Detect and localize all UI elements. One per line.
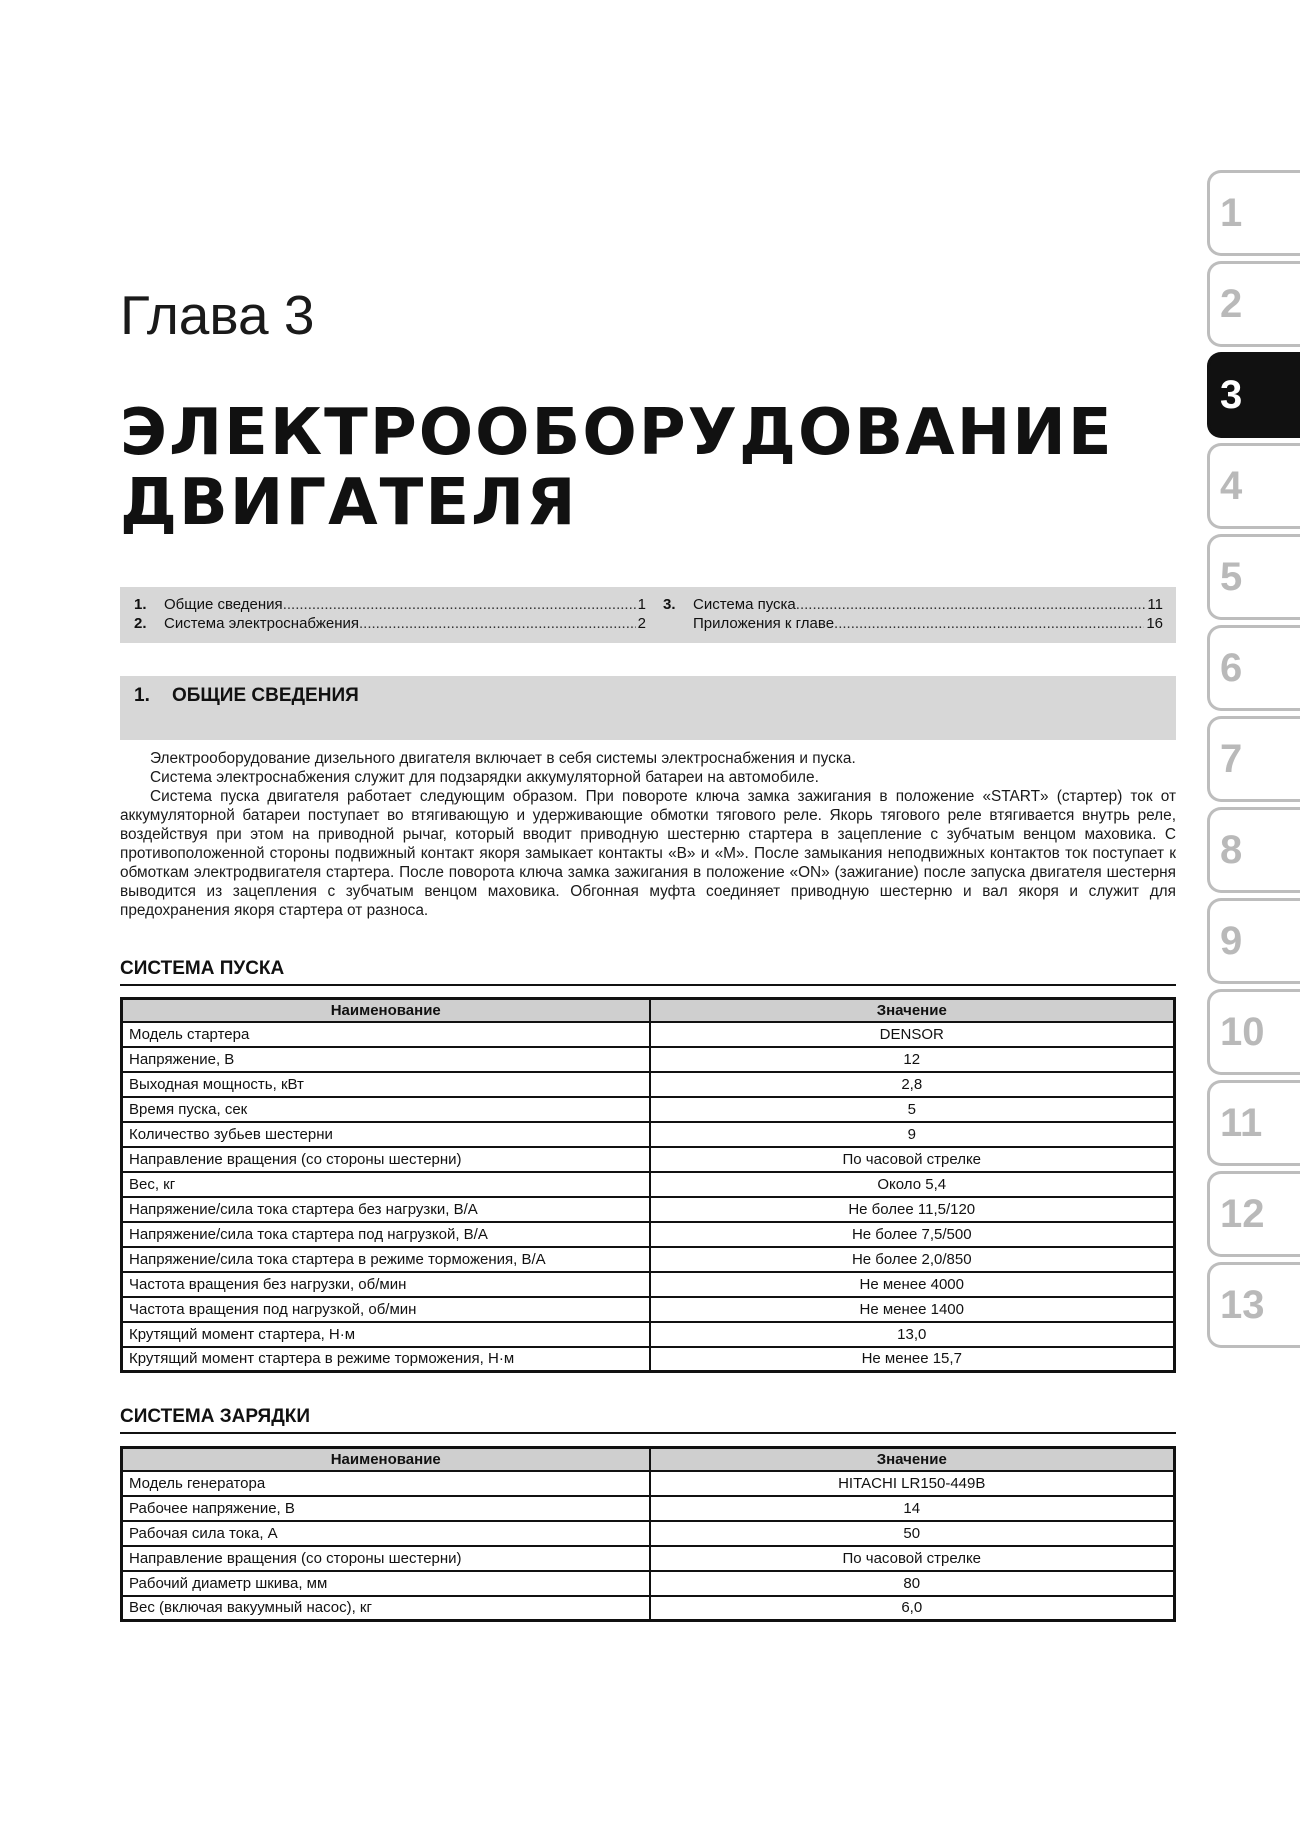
table-header-row — [122, 999, 1175, 1022]
parameter-name: Напряжение/сила тока стартера без нагрузки, В/А — [122, 1197, 650, 1222]
charging-spec-table — [120, 1446, 1176, 1622]
toc-item-page: 16 — [1146, 615, 1163, 632]
parameter-name: Направление вращения (со стороны шестерни) — [122, 1147, 650, 1172]
chapter-tab-1[interactable]: 1 — [1207, 170, 1300, 256]
parameter-value: 6,0 — [650, 1596, 1175, 1621]
parameter-value: Не более 11,5/120 — [650, 1197, 1175, 1222]
table-row — [122, 1022, 1175, 1047]
toc-item-number: 3. — [663, 596, 676, 613]
toc-column-right — [663, 596, 1163, 634]
table-row — [122, 1097, 1175, 1122]
chapter-label: Глава 3 — [120, 284, 315, 346]
table-row — [122, 1571, 1175, 1596]
table-row — [122, 1496, 1175, 1521]
parameter-value: 5 — [650, 1097, 1175, 1122]
section-heading — [120, 676, 1176, 740]
parameter-value: Не менее 4000 — [650, 1272, 1175, 1297]
parameter-value: 2,8 — [650, 1072, 1175, 1097]
parameter-name: Крутящий момент стартера в режиме торможения, Н·м — [122, 1347, 650, 1372]
toc-item-title: Общие сведения — [164, 596, 283, 613]
heading-divider — [120, 1432, 1176, 1434]
table-of-contents — [120, 587, 1176, 643]
column-header-name: Наименование — [122, 1448, 650, 1471]
parameter-name: Вес (включая вакуумный насос), кг — [122, 1596, 650, 1621]
parameter-name: Рабочее напряжение, В — [122, 1496, 650, 1521]
table-row — [122, 1072, 1175, 1097]
table-row — [122, 1297, 1175, 1322]
chapter-title — [120, 398, 1114, 538]
parameter-value: 80 — [650, 1571, 1175, 1596]
parameter-name: Напряжение/сила тока стартера в режиме торможения, В/А — [122, 1247, 650, 1272]
parameter-name: Крутящий момент стартера, Н·м — [122, 1322, 650, 1347]
toc-item-number: 2. — [134, 615, 147, 632]
table-row — [122, 1471, 1175, 1496]
chapter-tab-10[interactable]: 10 — [1207, 989, 1300, 1075]
parameter-name: Время пуска, сек — [122, 1097, 650, 1122]
parameter-name: Частота вращения без нагрузки, об/мин — [122, 1272, 650, 1297]
parameter-name: Количество зубьев шестерни — [122, 1122, 650, 1147]
section-number: 1. — [134, 685, 150, 706]
chapter-tab-2[interactable]: 2 — [1207, 261, 1300, 347]
table-row — [122, 1272, 1175, 1297]
chapter-tab-3[interactable]: 3 — [1207, 352, 1300, 438]
parameter-name: Модель генератора — [122, 1471, 650, 1496]
parameter-name: Рабочая сила тока, А — [122, 1521, 650, 1546]
paragraph: Система электроснабжения служит для подзарядки аккумуляторной батареи на автомобиле. — [150, 769, 819, 786]
column-header-value: Значение — [650, 1448, 1175, 1471]
chapter-tab-7[interactable]: 7 — [1207, 716, 1300, 802]
charging-table-heading: СИСТЕМА ЗАРЯДКИ — [120, 1406, 310, 1427]
table-row — [122, 1147, 1175, 1172]
parameter-name: Напряжение, В — [122, 1047, 650, 1072]
toc-column-left — [134, 596, 646, 634]
chapter-title-line-2: ДВИГАТЕЛЯ — [120, 466, 578, 540]
table-row — [122, 1322, 1175, 1347]
parameter-name: Выходная мощность, кВт — [122, 1072, 650, 1097]
paragraph: Электрооборудование дизельного двигателя включает в себя системы электроснабжения и пуска. — [150, 750, 856, 767]
parameter-value: 50 — [650, 1521, 1175, 1546]
parameter-value: 14 — [650, 1496, 1175, 1521]
chapter-tab-8[interactable]: 8 — [1207, 807, 1300, 893]
table-row — [122, 1122, 1175, 1147]
table-row — [122, 1047, 1175, 1072]
chapter-tab-12[interactable]: 12 — [1207, 1171, 1300, 1257]
toc-leader-dots — [359, 615, 636, 632]
toc-leader-dots — [834, 615, 1144, 632]
table-row — [122, 1172, 1175, 1197]
chapter-tab-6[interactable]: 6 — [1207, 625, 1300, 711]
toc-item-page: 2 — [637, 615, 646, 632]
table-row — [122, 1521, 1175, 1546]
column-header-name: Наименование — [122, 999, 650, 1022]
toc-item[interactable] — [134, 615, 646, 634]
parameter-value: Около 5,4 — [650, 1172, 1175, 1197]
parameter-value: 9 — [650, 1122, 1175, 1147]
parameter-value: По часовой стрелке — [650, 1147, 1175, 1172]
chapter-tab-11[interactable]: 11 — [1207, 1080, 1300, 1166]
body-text — [120, 749, 1176, 920]
parameter-name: Модель стартера — [122, 1022, 650, 1047]
parameter-value: Не менее 15,7 — [650, 1347, 1175, 1372]
parameter-name: Рабочий диаметр шкива, мм — [122, 1571, 650, 1596]
chapter-title-line-1: ЭЛЕКТРООБОРУДОВАНИЕ — [120, 396, 1114, 470]
table-row — [122, 1546, 1175, 1571]
toc-item[interactable] — [663, 615, 1163, 634]
table-header-row — [122, 1448, 1175, 1471]
toc-item-title: Приложения к главе — [693, 615, 835, 632]
parameter-value: 13,0 — [650, 1322, 1175, 1347]
parameter-value: HITACHI LR150-449B — [650, 1471, 1175, 1496]
table-row — [122, 1596, 1175, 1621]
parameter-value: Не более 2,0/850 — [650, 1247, 1175, 1272]
parameter-name: Частота вращения под нагрузкой, об/мин — [122, 1297, 650, 1322]
toc-item-title: Система пуска — [693, 596, 796, 613]
parameter-value: DENSOR — [650, 1022, 1175, 1047]
toc-item-title: Система электроснабжения — [164, 615, 359, 632]
paragraph: Система пуска двигателя работает следующим образом. При повороте ключа замка зажигания в положение «START» (стартер) ток от аккумуляторной батареи поступает во втягивающую и удерживающие обмотки тягового реле. Якорь тягового реле втягивается внутрь реле, воздействуя при этом на приводной рычаг, который вводит приводную шестерню стартера в зацепление с зубчатым венцом маховика. С противоположенной стороны подвижный контакт якоря замыкает контакты «B» и «M». После замыкания неподвижных контактов ток поступает к обмоткам электродвигателя стартера. После поворота ключа замка зажигания в положение «ON» (зажигание) после запуска двигателя шестерня выводится из зацепления с зубчатым венцом маховика. Обгонная муфта соединяет приводную шестерню и вал якоря и служит для предохранения якоря стартера от разноса. — [120, 788, 1176, 919]
toc-item[interactable] — [663, 596, 1163, 615]
starter-spec-table — [120, 997, 1176, 1373]
toc-leader-dots — [283, 596, 636, 613]
toc-item-page: 1 — [637, 596, 646, 613]
toc-item-page: 11 — [1147, 596, 1163, 613]
parameter-value: Не более 7,5/500 — [650, 1222, 1175, 1247]
starter-table-heading: СИСТЕМА ПУСКА — [120, 958, 285, 979]
column-header-value: Значение — [650, 999, 1175, 1022]
parameter-name: Направление вращения (со стороны шестерни) — [122, 1546, 650, 1571]
chapter-tab-5[interactable]: 5 — [1207, 534, 1300, 620]
table-row — [122, 1247, 1175, 1272]
chapter-tab-13[interactable]: 13 — [1207, 1262, 1300, 1348]
chapter-tab-4[interactable]: 4 — [1207, 443, 1300, 529]
parameter-name: Напряжение/сила тока стартера под нагрузкой, В/А — [122, 1222, 650, 1247]
table-row — [122, 1197, 1175, 1222]
parameter-value: 12 — [650, 1047, 1175, 1072]
parameter-name: Вес, кг — [122, 1172, 650, 1197]
toc-item-number: 1. — [134, 596, 147, 613]
section-title: ОБЩИЕ СВЕДЕНИЯ — [172, 685, 359, 706]
table-row — [122, 1222, 1175, 1247]
heading-divider — [120, 984, 1176, 986]
parameter-value: Не менее 1400 — [650, 1297, 1175, 1322]
table-row — [122, 1347, 1175, 1372]
chapter-tab-9[interactable]: 9 — [1207, 898, 1300, 984]
parameter-value: По часовой стрелке — [650, 1546, 1175, 1571]
toc-item[interactable] — [134, 596, 646, 615]
toc-leader-dots — [796, 596, 1146, 613]
